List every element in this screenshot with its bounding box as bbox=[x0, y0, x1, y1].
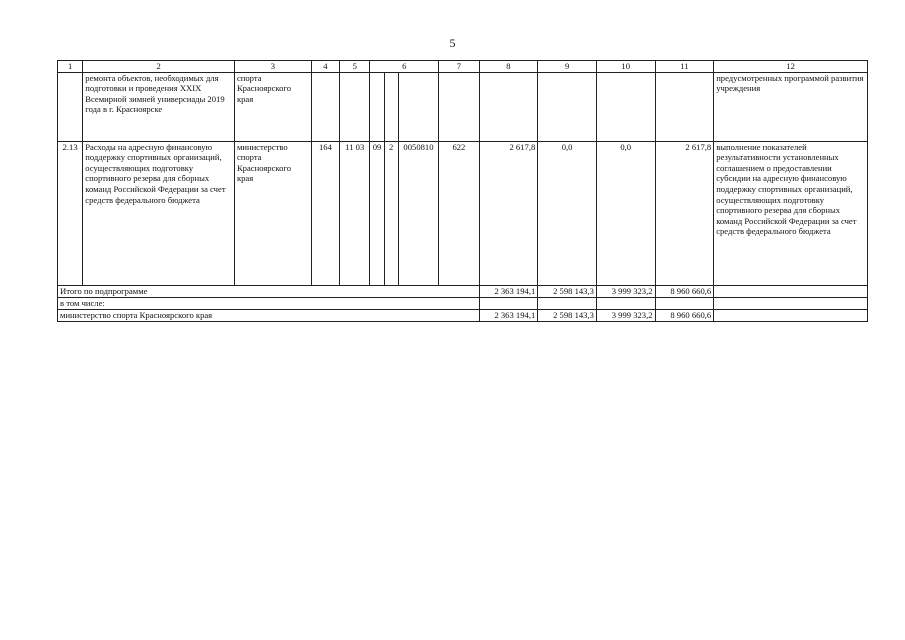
row-name: Расходы на адресную финансовую поддержку спортивных организаций, осуществляющих подготовку спортивного резерва для сборных команд Российской Федерации за счет средств федерального бюджета bbox=[83, 141, 235, 285]
row-result: предусмотренных программой развития учреждения bbox=[714, 72, 868, 141]
row-number bbox=[58, 72, 83, 141]
summary-empty bbox=[714, 285, 868, 297]
header-cell: 8 bbox=[479, 61, 538, 73]
row-number: 2.13 bbox=[58, 141, 83, 285]
row-c11 bbox=[655, 72, 714, 141]
summary-c11: 8 960 660,6 bbox=[655, 309, 714, 321]
summary-empty bbox=[714, 297, 868, 309]
row-result: выполнение показателей результативности установленных соглашением о предоставлении субсидии на адресную финансовую поддержку спортивных организаций, осуществляющих подготовку спортивного резерва для сборных команд Российской Федерации за счет средств федерального бюджета bbox=[714, 141, 868, 285]
header-cell: 3 bbox=[234, 61, 311, 73]
row-c9: 0,0 bbox=[538, 141, 597, 285]
row-c6c: 0050810 bbox=[398, 141, 438, 285]
row-c10 bbox=[596, 72, 655, 141]
row-c4: 164 bbox=[311, 141, 339, 285]
row-c4 bbox=[311, 72, 339, 141]
summary-c10: 3 999 323,2 bbox=[596, 309, 655, 321]
row-c6a: 09 bbox=[370, 141, 384, 285]
page-number: 5 bbox=[449, 36, 456, 50]
header-cell: 11 bbox=[655, 61, 714, 73]
row-c5 bbox=[340, 72, 370, 141]
summary-row bbox=[58, 297, 868, 309]
row-c10: 0,0 bbox=[596, 141, 655, 285]
summary-c8: 2 363 194,1 bbox=[479, 285, 538, 297]
row-c7 bbox=[439, 72, 479, 141]
header-cell: 6 bbox=[370, 61, 439, 73]
budget-table bbox=[57, 60, 868, 322]
summary-empty bbox=[714, 309, 868, 321]
summary-c10 bbox=[596, 297, 655, 309]
summary-row bbox=[58, 285, 868, 297]
summary-c8: 2 363 194,1 bbox=[479, 309, 538, 321]
header-cell: 9 bbox=[538, 61, 597, 73]
summary-c9: 2 598 143,3 bbox=[538, 309, 597, 321]
row-grbs: министерство спорта Красноярского края bbox=[234, 141, 311, 285]
header-cell: 2 bbox=[83, 61, 235, 73]
summary-c10: 3 999 323,2 bbox=[596, 285, 655, 297]
header-row bbox=[58, 61, 868, 73]
header-cell: 5 bbox=[340, 61, 370, 73]
row-c6c bbox=[398, 72, 438, 141]
header-cell: 7 bbox=[439, 61, 479, 73]
row-c9 bbox=[538, 72, 597, 141]
row-c7: 622 bbox=[439, 141, 479, 285]
row-c8 bbox=[479, 72, 538, 141]
summary-c11: 8 960 660,6 bbox=[655, 285, 714, 297]
summary-row bbox=[58, 309, 868, 321]
row-c6a bbox=[370, 72, 384, 141]
summary-c9: 2 598 143,3 bbox=[538, 285, 597, 297]
row-grbs: спорта Красноярского края bbox=[234, 72, 311, 141]
header-cell: 12 bbox=[714, 61, 868, 73]
summary-label: в том числе: bbox=[58, 297, 480, 309]
row-c6b: 2 bbox=[384, 141, 398, 285]
header-cell: 10 bbox=[596, 61, 655, 73]
table-row bbox=[58, 72, 868, 141]
header-cell: 4 bbox=[311, 61, 339, 73]
summary-label: Итого по подпрограмме bbox=[58, 285, 480, 297]
summary-c9 bbox=[538, 297, 597, 309]
summary-c11 bbox=[655, 297, 714, 309]
table-row bbox=[58, 141, 868, 285]
summary-c8 bbox=[479, 297, 538, 309]
row-name: ремонта объектов, необходимых для подготовки и проведения XXIX Всемирной зимней универсиады 2019 года в г. Красноярске bbox=[83, 72, 235, 141]
row-c6b bbox=[384, 72, 398, 141]
header-cell: 1 bbox=[58, 61, 83, 73]
row-c11: 2 617,8 bbox=[655, 141, 714, 285]
row-c5: 11 03 bbox=[340, 141, 370, 285]
summary-label: министерство спорта Красноярского края bbox=[58, 309, 480, 321]
row-c8: 2 617,8 bbox=[479, 141, 538, 285]
